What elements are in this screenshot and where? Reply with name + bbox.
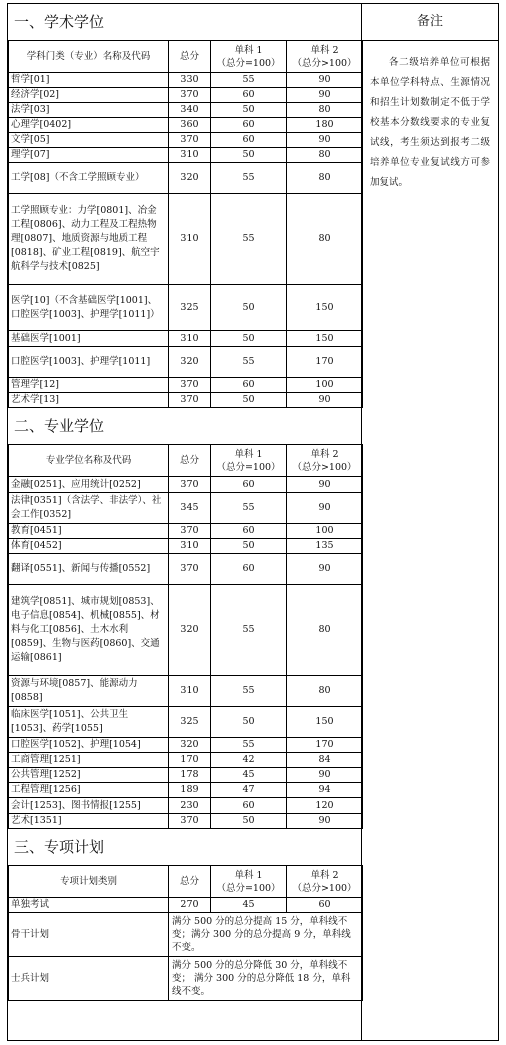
row-single1-cell: 50 xyxy=(211,814,287,829)
row-single1-cell: 60 xyxy=(211,798,287,814)
column-header-name: 专项计划类别 xyxy=(9,866,169,898)
row-single2-cell: 84 xyxy=(287,753,363,768)
section-title-professional: 二、专业学位 xyxy=(14,417,105,435)
row-name-cell: 心理学[0402] xyxy=(9,118,169,133)
table-row xyxy=(9,676,363,707)
row-single2-cell: 90 xyxy=(287,814,363,829)
row-single2-cell: 150 xyxy=(287,707,363,738)
row-single1-cell: 60 xyxy=(211,118,287,133)
column-header-total: 总分 xyxy=(169,866,211,898)
special-table-header xyxy=(9,866,363,898)
row-single2-cell: 90 xyxy=(287,73,363,88)
row-single2-cell: 80 xyxy=(287,103,363,118)
row-single2-cell: 100 xyxy=(287,378,363,393)
row-name-cell: 建筑学[0851]、城市规划[0853]、电子信息[0854]、机械[0855]、材料与化工[0856]、土木水利[0859]、生物与医药[0860]、交通运输[0861] xyxy=(9,585,169,676)
row-single1-cell: 60 xyxy=(211,477,287,493)
column-header-name: 专业学位名称及代码 xyxy=(9,445,169,477)
professional-table-header xyxy=(9,445,363,477)
row-single2-cell: 150 xyxy=(287,331,363,347)
row-single1-cell: 55 xyxy=(211,347,287,378)
row-single1-cell: 50 xyxy=(211,148,287,163)
row-name-cell: 体育[0452] xyxy=(9,539,169,554)
row-name-cell: 文学[05] xyxy=(9,133,169,148)
table-row xyxy=(9,768,363,783)
table-row xyxy=(9,707,363,738)
row-name-cell: 艺术学[13] xyxy=(9,393,169,408)
row-single2-cell: 90 xyxy=(287,768,363,783)
table-row xyxy=(9,554,363,585)
row-single2-cell: 80 xyxy=(287,676,363,707)
row-single2-cell: 90 xyxy=(287,88,363,103)
row-total-cell: 325 xyxy=(169,707,211,738)
row-single2-cell: 180 xyxy=(287,118,363,133)
row-total-cell: 170 xyxy=(169,753,211,768)
row-single1-cell: 55 xyxy=(211,194,287,285)
row-single2-cell: 120 xyxy=(287,798,363,814)
table-row xyxy=(9,738,363,753)
table-row xyxy=(9,103,363,118)
table-row xyxy=(9,118,363,133)
row-single1-cell: 60 xyxy=(211,133,287,148)
table-row xyxy=(9,347,363,378)
row-total-cell: 370 xyxy=(169,477,211,493)
row-name-cell: 金融[0251]、应用统计[0252] xyxy=(9,477,169,493)
professional-table-body xyxy=(9,477,363,829)
row-total-cell: 320 xyxy=(169,347,211,378)
row-name-cell: 理学[07] xyxy=(9,148,169,163)
row-total-cell: 370 xyxy=(169,378,211,393)
row-single1-cell: 55 xyxy=(211,493,287,524)
row-rule-cell: 满分 500 分的总分降低 30 分，单科线不变； 满分 300 分的总分降低 18 分，单科线不变。 xyxy=(169,957,363,1001)
table-row xyxy=(9,493,363,524)
row-total-cell: 340 xyxy=(169,103,211,118)
row-single1-cell: 55 xyxy=(211,163,287,194)
row-single1-cell: 55 xyxy=(211,73,287,88)
row-single1-cell: 50 xyxy=(211,103,287,118)
row-single1-cell: 45 xyxy=(211,898,287,913)
row-single2-cell: 90 xyxy=(287,493,363,524)
academic-table-body xyxy=(9,73,363,408)
row-single1-cell: 47 xyxy=(211,783,287,798)
row-name-cell: 工学照顾专业：力学[0801]、冶金工程[0806]、动力工程及工程热物理[0807]、地质资源与地质工程 [0818]、矿业工程[0819]、航空宇航科学与技术[0825] xyxy=(9,194,169,285)
row-total-cell: 189 xyxy=(169,783,211,798)
row-name-cell: 医学[10]（不含基础医学[1001]、口腔医学[1003]、护理学[1011]） xyxy=(9,285,169,331)
row-name-cell: 翻译[0551]、新闻与传播[0552] xyxy=(9,554,169,585)
row-total-cell: 370 xyxy=(169,524,211,539)
row-total-cell: 370 xyxy=(169,554,211,585)
row-name-cell: 哲学[01] xyxy=(9,73,169,88)
table-row xyxy=(9,539,363,554)
row-total-cell: 370 xyxy=(169,133,211,148)
table-row xyxy=(9,477,363,493)
table-row xyxy=(9,194,363,285)
row-name-cell: 工学[08]（不含工学照顾专业） xyxy=(9,163,169,194)
row-total-cell: 178 xyxy=(169,768,211,783)
row-total-cell: 310 xyxy=(169,148,211,163)
row-single1-cell: 60 xyxy=(211,378,287,393)
table-row xyxy=(9,163,363,194)
table-row xyxy=(9,753,363,768)
table-row xyxy=(9,331,363,347)
table-row xyxy=(9,798,363,814)
row-name-cell: 口腔医学[1003]、护理学[1011] xyxy=(9,347,169,378)
score-document xyxy=(7,3,499,1041)
table-row xyxy=(9,913,363,957)
column-header-single2: 单科 2 （总分>100） xyxy=(287,866,363,898)
row-total-cell: 310 xyxy=(169,539,211,554)
row-single1-cell: 50 xyxy=(211,539,287,554)
row-single1-cell: 60 xyxy=(211,88,287,103)
column-header-single1: 单科 1 （总分=100） xyxy=(211,866,287,898)
row-name-cell: 艺术[1351] xyxy=(9,814,169,829)
row-single1-cell: 50 xyxy=(211,331,287,347)
row-total-cell: 370 xyxy=(169,88,211,103)
row-name-cell: 临床医学[1051]、公共卫生[1053]、药学[1055] xyxy=(9,707,169,738)
remarks-text: 各二级培养单位可根据本单位学科特点、生源情况和招生计划数制定不低于学校基本分数线要求的专业复试线，考生须达到报考二级培养单位专业复试线方可参加复试。 xyxy=(370,57,490,188)
row-single2-cell: 135 xyxy=(287,539,363,554)
row-single1-cell: 42 xyxy=(211,753,287,768)
row-total-cell: 325 xyxy=(169,285,211,331)
row-name-cell: 工商管理[1251] xyxy=(9,753,169,768)
table-row xyxy=(9,585,363,676)
row-single1-cell: 60 xyxy=(211,524,287,539)
row-name-cell: 基础医学[1001] xyxy=(9,331,169,347)
special-table-body xyxy=(9,898,363,1001)
row-name-cell: 士兵计划 xyxy=(9,957,169,1001)
row-single1-cell: 50 xyxy=(211,707,287,738)
row-name-cell: 会计[1253]、图书情报[1255] xyxy=(9,798,169,814)
academic-table xyxy=(8,40,363,408)
row-single2-cell: 170 xyxy=(287,347,363,378)
score-tables xyxy=(8,4,362,1040)
column-header-single2: 单科 2 （总分>100） xyxy=(287,445,363,477)
row-name-cell: 工程管理[1256] xyxy=(9,783,169,798)
row-total-cell: 230 xyxy=(169,798,211,814)
row-name-cell: 经济学[02] xyxy=(9,88,169,103)
row-name-cell: 公共管理[1252] xyxy=(9,768,169,783)
column-header-name: 学科门类（专业）名称及代码 xyxy=(9,41,169,73)
row-total-cell: 370 xyxy=(169,814,211,829)
row-name-cell: 法学[03] xyxy=(9,103,169,118)
table-row xyxy=(9,524,363,539)
row-single2-cell: 80 xyxy=(287,194,363,285)
section-title-special: 三、专项计划 xyxy=(14,838,105,856)
table-row xyxy=(9,957,363,1001)
row-single2-cell: 100 xyxy=(287,524,363,539)
table-row xyxy=(9,148,363,163)
row-single2-cell: 90 xyxy=(287,477,363,493)
row-single2-cell: 90 xyxy=(287,393,363,408)
row-rule-cell: 满分 500 分的总分提高 15 分，单科线不变；满分 300 分的总分提高 9 分，单科线不变。 xyxy=(169,913,363,957)
table-row xyxy=(9,378,363,393)
row-single1-cell: 60 xyxy=(211,554,287,585)
row-name-cell: 单独考试 xyxy=(9,898,169,913)
row-total-cell: 310 xyxy=(169,194,211,285)
row-name-cell: 教育[0451] xyxy=(9,524,169,539)
table-row xyxy=(9,133,363,148)
row-total-cell: 345 xyxy=(169,493,211,524)
row-total-cell: 310 xyxy=(169,676,211,707)
row-name-cell: 骨干计划 xyxy=(9,913,169,957)
row-single2-cell: 150 xyxy=(287,285,363,331)
row-single2-cell: 170 xyxy=(287,738,363,753)
remarks-column xyxy=(362,4,498,1040)
table-row xyxy=(9,814,363,829)
table-row xyxy=(9,285,363,331)
row-total-cell: 270 xyxy=(169,898,211,913)
professional-table xyxy=(8,444,363,829)
column-header-single2: 单科 2 （总分>100） xyxy=(287,41,363,73)
column-header-total: 总分 xyxy=(169,41,211,73)
table-row xyxy=(9,88,363,103)
row-single1-cell: 50 xyxy=(211,285,287,331)
column-header-total: 总分 xyxy=(169,445,211,477)
table-row xyxy=(9,73,363,88)
table-row xyxy=(9,783,363,798)
row-total-cell: 320 xyxy=(169,738,211,753)
remarks-title: 备注 xyxy=(362,4,498,41)
row-single1-cell: 45 xyxy=(211,768,287,783)
row-total-cell: 320 xyxy=(169,585,211,676)
row-total-cell: 320 xyxy=(169,163,211,194)
row-single2-cell: 80 xyxy=(287,163,363,194)
column-header-single1: 单科 1 （总分=100） xyxy=(211,445,287,477)
row-single1-cell: 55 xyxy=(211,738,287,753)
row-single2-cell: 94 xyxy=(287,783,363,798)
table-row xyxy=(9,393,363,408)
section-title-academic: 一、学术学位 xyxy=(14,13,105,31)
row-name-cell: 资源与环境[0857]、能源动力[0858] xyxy=(9,676,169,707)
row-name-cell: 口腔医学[1052]、护理[1054] xyxy=(9,738,169,753)
row-total-cell: 370 xyxy=(169,393,211,408)
row-single2-cell: 90 xyxy=(287,554,363,585)
column-header-single1: 单科 1 （总分=100） xyxy=(211,41,287,73)
row-total-cell: 330 xyxy=(169,73,211,88)
row-single2-cell: 60 xyxy=(287,898,363,913)
row-total-cell: 360 xyxy=(169,118,211,133)
table-row xyxy=(9,898,363,913)
row-single2-cell: 80 xyxy=(287,585,363,676)
academic-table-header xyxy=(9,41,363,73)
special-table xyxy=(8,865,363,1001)
row-single2-cell: 80 xyxy=(287,148,363,163)
row-single2-cell: 90 xyxy=(287,133,363,148)
row-single1-cell: 50 xyxy=(211,393,287,408)
row-name-cell: 管理学[12] xyxy=(9,378,169,393)
row-name-cell: 法律[0351]（含法学、非法学）、社会工作[0352] xyxy=(9,493,169,524)
row-total-cell: 310 xyxy=(169,331,211,347)
row-single1-cell: 55 xyxy=(211,676,287,707)
row-single1-cell: 55 xyxy=(211,585,287,676)
